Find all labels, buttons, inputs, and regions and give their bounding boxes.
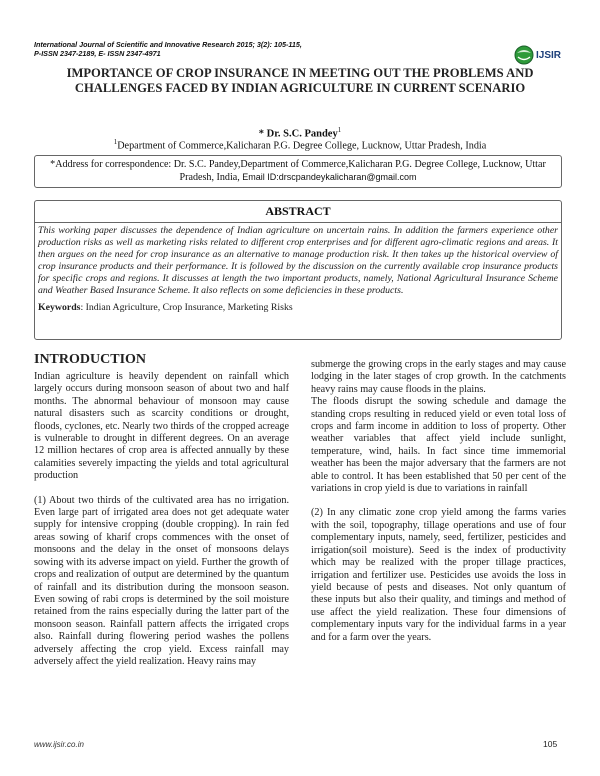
paragraph: (1) About two thirds of the cultivated area has no irrigation. Even large part of irrigated area does not get adequate water supply for intensive cropping (double cropping). In rain fed areas sowing of kharif crops commences with the onset of monsoons and the delay in the onset of monsoons delays sowing with its adverse impact on yield. Further the growth of crops and realization of output are determined by the quantum of rainfall and its distribution during the monsoon season. Even sowing of rabi crops is determined by the soil moisture retained from the rains especially during the latter part of the monsoon season. Rainfall pattern affects the irrigated crops also. Rainfall during flowering period washes the pollens adversely affecting the crop yield. Excess rainfall may adversely affect the yield realization. Heavy rains may <box>34 494 289 667</box>
paragraph: Indian agriculture is heavily dependent on rainfall which largely occurs during monsoon season of about two and half months. The abnormal behaviour of monsoon may cause natural disasters such as scarcity conditions or drought, floods, cyclones, etc. Nearly two thirds of the cropped acreage is vulnerable to drought in different degrees. On an average 12 million hectares of crop area is affected annually by these calamities severely impacting the yields and total agricultural production <box>34 371 289 482</box>
abstract-heading: ABSTRACT <box>35 201 561 223</box>
author-name: * Dr. S.C. Pandey <box>258 128 338 140</box>
affiliation-superscript: 1 <box>113 138 118 146</box>
journal-line-2: P-ISSN 2347-2189, E- ISSN 2347-4971 <box>34 49 161 58</box>
correspondence-text: *Address for correspondence: Dr. S.C. Pandey,Department of Commerce,Kalicharan P.G. Degree College, Lucknow, Uttar Pradesh, India, <box>50 159 546 183</box>
logo-globe-icon <box>514 45 534 65</box>
journal-logo <box>514 44 574 66</box>
correspondence-box <box>34 155 562 188</box>
keywords-line <box>35 297 561 314</box>
paper-title: IMPORTANCE OF CROP INSURANCE IN MEETING OUT THE PROBLEMS AND CHALLENGES FACED BY INDIAN AGRICULTURE IN CURRENT SCENARIO <box>66 66 534 95</box>
paragraph: (2) In any climatic zone crop yield among the farms varies with the soil, topography, tillage operations and use of four complementary inputs, namely, seed, fertilizer, pesticides and irrigation(soil moisture). Seed is the index of productivity which may be realized with the proper tillage practices, irrigation and fertilizer use. Pesticides use avoids the loss in yield because of pests and diseases. Not only quantum of these inputs but also their quality, and timings and method of use affect the yield realization. These four dimensions of complementary inputs vary for the individual farms in a year and for a farm over the years. <box>311 507 566 643</box>
author-superscript: 1 <box>337 126 342 134</box>
affiliation-text: Department of Commerce,Kalicharan P.G. Degree College, Lucknow, Uttar Pradesh, India <box>117 140 487 152</box>
affiliation <box>0 136 600 152</box>
left-column <box>34 371 289 680</box>
keywords-list: : Indian Agriculture, Crop Insurance, Marketing Risks <box>80 302 293 313</box>
correspondence-email: Email ID:drscpandeykalicharan@gmail.com <box>242 172 417 182</box>
page-number: 105 <box>543 739 558 749</box>
introduction-heading: INTRODUCTION <box>34 352 147 367</box>
paragraph: submerge the growing crops in the early stages and may cause lodging in the later stages of crop growth. In the catchments heavy rains may cause floods in the plains. <box>311 359 566 395</box>
logo-text: IJSIR <box>536 49 562 61</box>
keywords-label: Keywords <box>38 302 81 313</box>
paragraph: The floods disrupt the sowing schedule and damage the standing crops resulting in reduced yield or even total loss of crops and farm income in addition to loss of property. Other weather variables that affect yield include sunlight, temperature, wind, hails. In fact since time immemorial weather has been the major adversary that the farmers are not able to control. It has been established that 50 per cent of the variations in crop yield is due to variations in rainfall <box>311 396 566 495</box>
right-column <box>311 359 566 656</box>
journal-citation <box>34 40 454 58</box>
journal-line-1: International Journal of Scientific and Innovative Research 2015; 3(2): 105-115, <box>34 40 302 49</box>
footer-url: www.ijsir.co.in <box>34 740 84 749</box>
abstract-text: This working paper discusses the dependence of Indian agriculture on uncertain rains. In addition the farmers experience other production risks as well as marketing risks related to different crop enterprises and for different agro-climatic regions and areas. It then argues on the need for crop insurance as an alternative to manage production risk. It then takes up the historical overview of crop insurance products and their performance. It is followed by the discussion on the currently available crop insurance products for specific crops and regions. It discusses at length the two important products, namely, National Agricultural Insurance Scheme and Weather Based Insurance Scheme. It also reflects on some deficiencies in these products. <box>38 225 558 296</box>
abstract-box <box>34 200 562 340</box>
